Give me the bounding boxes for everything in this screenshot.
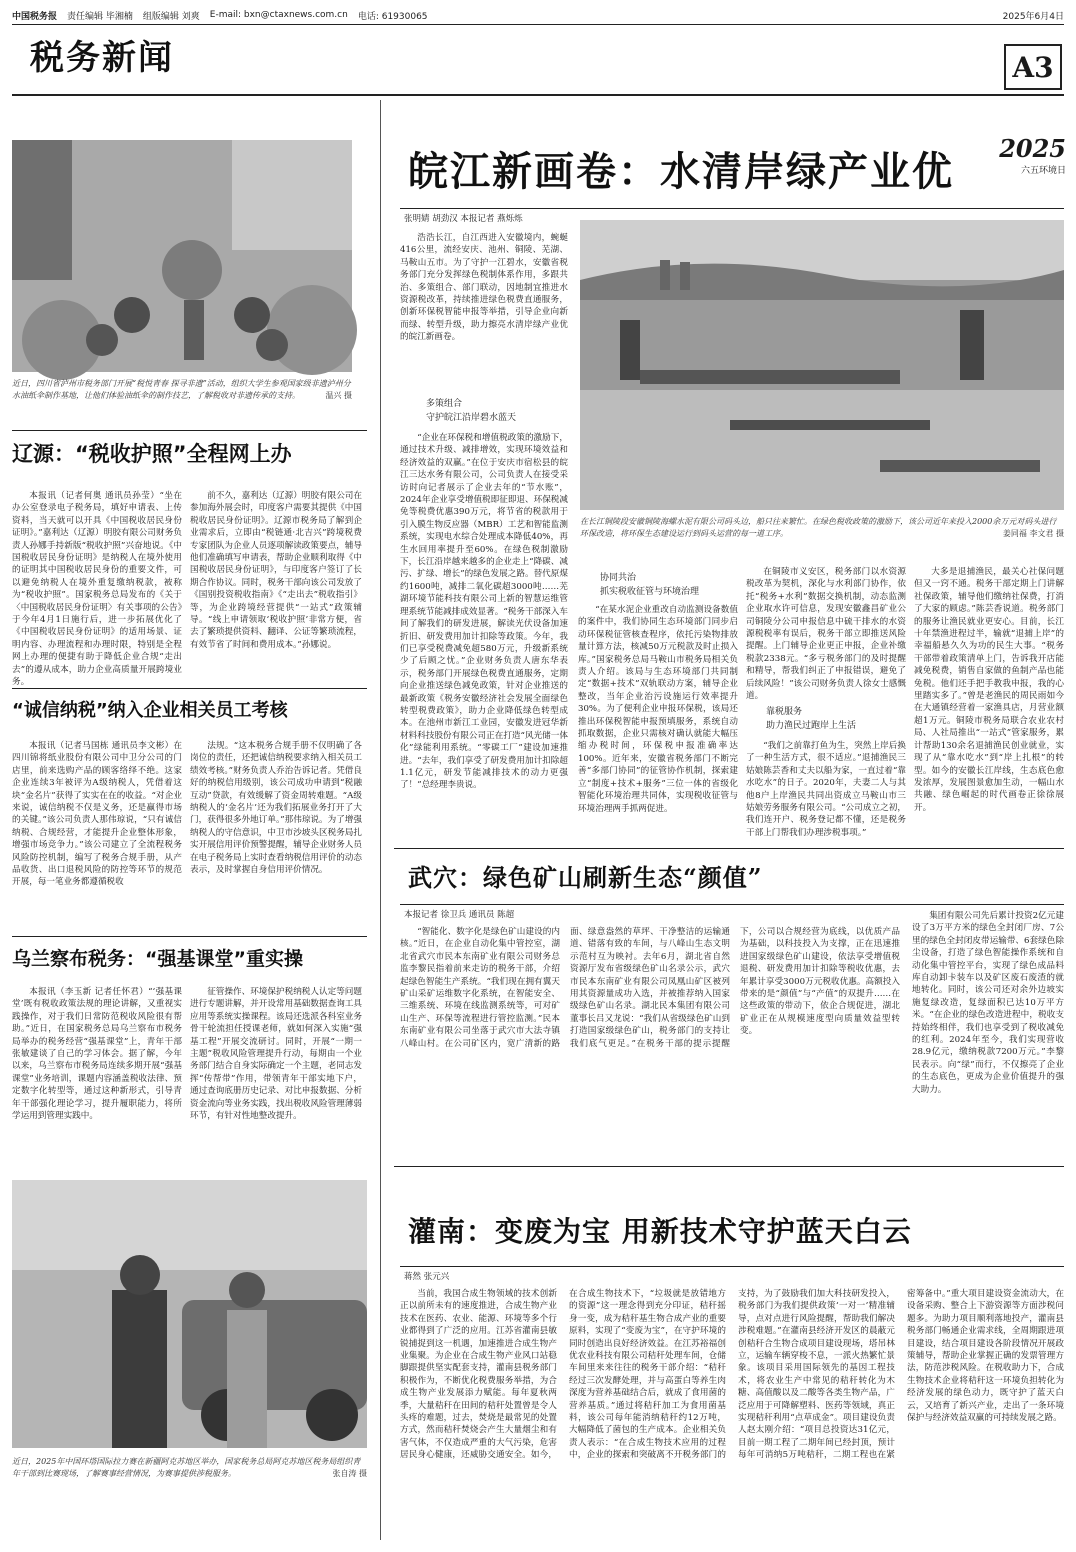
article-guannan-text: 当前，我国合成生物领域的技术创新正以前所未有的速度推进，合成生物产业技术在医药、农业、能源、环境等多个行业都得到了广泛的应用。江苏省灌南县敏锐捕捉到这一机遇，加速推进合成生物产业集聚。为企业在合成生物产业风口站稳脚跟提供坚实配套支持，灌南县税务部门积极作为，不断优化税费服务举措，为合成生物产业发展添力赋能。每年夏秋两季，大量秸秆在田间的秸秆处置曾是令人头疼的难题，过去，焚烧是最常见的处置方式，然而秸秆焚烧会产生大量烟尘和有害气体，不仅造成严重的大气污染，危害居民身心健康，还威胁交通安全。如今，在合成生物技术下，“垃圾就是放错地方的资源”这一理念得到充分印证，秸秆摇身一变，成为秸秆基生物合成产业的重要原料，实现了“变废为宝”，在守护环境的同时创造出良好经济效益。在江苏裕福创优农业科技有限公司秸秆处理车间，仓储车间里来来往往的税务干部介绍：“秸秆经过三次发酵处理，并与高蛋白等养生肉深度为营养基础结合后，就成了食用菌的营养基质。”通过将秸秆加工为食用菌基料，该公司每年能消纳秸秆约12万吨，大幅降低了菌包的生产成本。企业相关负责人表示：“在合成生物技术应用的过程中，企业的探索和突破离不开税务部门的支持，为了鼓励我们加大科技研发投入，税务部门为我们提供政策‘一对一’精准辅导，点对点进行风险提醒，帮助我们解决涉税难题。”在灌南县经济开发区的晨蔽元创秸秆合生物合成项目建设现场，塔吊林立，运输车辆穿梭不息，一派火热繁忙景象。该项目采用国际领先的基因工程技术，将农业生产中常见的秸秆转化为木糖、高值酸以及二酸等各类生物产品，广泛应用于可降解塑料、医药等领域，真正实现秸秆利用“点草成金”。项目建设负责人赵太刚介绍：“项目总投资达31亿元，目前一期工程了二期年间已经封顶，预计每年可消纳5万吨秸秆，二期工程也在紧密筹备中。”重大项目建设资金流动大，在设备采购、整合上下游资源等方面涉税问题多。为助力项目顺利落地投产，灌南县税务部门畅通企业需求线，全周期跟进项目建设，结合项目建设各阶段情况开展政策辅导，帮助企业掌握正确的发票管理方法，防范涉税风险。在税收助力下，合成生物技术企业将秸秆这一环境负担转化为经济发展的绿色动力，既守护了蓝天白云，又培育了新兴产业，走出了一条环境保护与经济效益双赢的可持续发展之路。 bbox=[400, 1289, 1064, 1461]
feature-text-2: “在某水泥企业重改自动监测设备数值的案件中，我们协同生态环境部门同步启动环保税征管核查程序，依托污染物排放量计算方法，核减50万元税款及时止损入库。”国家税务总局马鞍山市税务局相关负责人介绍。该局与生态环境部门共同制定“数据+技术”双轨联动方案，辅导企业整改，当年企业治污设施运行效率提升30%。为了便利企业申报环保税，该局还推出环保税智能申报预填服务，系统自动抓取数据，企业只需核对确认就能大幅压缩办税时间，环保税申报准确率达100%。近年来，安徽省税务部门不断完善“多部门协同”的征管协作机制，探索建立“制度+技术+服务”三位一体的省级化智能化环境治理共同体，实现税收征管与环境治理两手抓两促进。 bbox=[578, 605, 738, 814]
phone: 电话: 61930065 bbox=[357, 11, 428, 22]
subhead-3b: 助力渔民过跑岸上生活 bbox=[766, 721, 857, 731]
article-chengxin-col1: 本报讯（记者马国栋 通讯员李文彬）在四川锦将纸业股份有限公司中卫分公司的门店里，前来选购产品的顾客络绎不绝。这家企业连续3年被评为A级纳税人，凭借着这块“金名片”获得了实实在在的收益。“对企业来说，诚信纳税不仅是义务，还是赢得市场的关键。”该公司负责人那伟琼说，“只有诚信纳税、合规经营，才能提升企业整体形象，增强市场竞争力。”该公司建立了全流程税务风险防控机制，编写了税务合规手册，从产品收货、出口退税风险的防控等环节的规范开展，每一笔业务都遵循税收 bbox=[12, 741, 182, 888]
feature-text-3: 在铜陵市义安区，税务部门以水资源税改革为契机，深化与水利部门协作，依托“税务+水利”数据交换机制，动态监测企业取水许可信息，发现安徽鑫昌矿业公司铜陵分公司申报信息中硫干排水的水资源税税率有误后，税务干部立即推送风险提醒。上门辅导企业更正申报，企业补缴税款2338元。“多亏税务部门的及时提醒和精导，帮我们纠正了申报错误，避免了后续风险！”该公司财务负责人徐女士感慨道。 bbox=[746, 567, 906, 702]
article-liaoyuan-col1: 本报讯（记者何奥 通讯员孙莹）“坐在办公室登录电子税务局，填好申请表、上传资料，当天就可以开具《中国税收居民身份证明》。”嘉利达（辽源）明胶有限公司财务负责人孙娜手持新版“税收护照”兴奋地说。《中国税收居民身份证明》是纳税人在境外使用的证明其中国税收居民身份的重要文件，可以避免纳税人在境外重复缴纳税款，被称为“税收护照”。国家税务总局发布的《关于〈中国税收居民身份证明〉有关事项的公告》于今年4月1日施行后，进一步拓展优化了《中国税收居民身份证明》的适用场景、证明内容、办理流程和办理时限，特别是全程网上办理的便捷有助于降低企业合规“走出去”的遵从成本，助力企业高质量开展跨境业务。 bbox=[12, 491, 182, 688]
masthead-rule bbox=[12, 24, 1064, 25]
subhead-1a: 多策组合 bbox=[426, 399, 463, 409]
article-wuxue-col4: 集团有限公司先后累计投资2亿元建设了3万平方米的绿色全封闭厂房、7公里的绿色全封闭皮带运输带、6套绿色除尘设备，打造了绿色智能操作系统和自动化集中管控平台，实现了绿色成品料库自动卸卡装车以及矿区废石废渣的就地转化。同时，该公司还对余外边坡实施复绿改造，复绿面积已达10万平方米。“在企业的绿色改造进程中，税收支持始终相伴，我们也享受到了税收减免的红利。2024年至今，我们实现营收28.9亿元，缴纳税款7200万元。”李黎民表示。向“绿”而行，不仅擦亮了企业的生态底色，更成为企业价值提升的强大助力。 bbox=[912, 911, 1064, 1095]
headline-liaoyuan: 辽源：“税收护照”全程网上办 bbox=[12, 442, 292, 466]
guannan-byline: 蒋然 张元兴 bbox=[404, 1272, 450, 1282]
photo-wharf bbox=[580, 220, 1064, 510]
photo-rally bbox=[12, 1180, 367, 1448]
paper-name: 中国税务报 bbox=[12, 11, 58, 22]
headline-wuxue: 武穴：绿色矿山刷新生态“颜值” bbox=[408, 863, 763, 892]
page-number: A3 bbox=[1004, 44, 1062, 90]
photo-credit: 姜同福 李文君 摄 bbox=[1002, 529, 1064, 538]
headline-guannan: 灌南：变废为宝 用新技术守护蓝天白云 bbox=[408, 1215, 912, 1248]
divider bbox=[400, 904, 1064, 905]
logo-year: 2025 bbox=[999, 134, 1066, 163]
caption-block bbox=[580, 516, 1064, 552]
headline-wulanchabu: 乌兰察布税务：“强基课堂”重实操 bbox=[12, 948, 303, 970]
layout-editor: 组版编辑 刘爽 bbox=[142, 11, 200, 22]
photo-oil-paper-umbrella bbox=[12, 140, 352, 372]
masthead-bar bbox=[12, 8, 1064, 22]
divider bbox=[400, 1266, 1064, 1267]
photo-credit: 温兴 摄 bbox=[325, 391, 352, 400]
subhead-3a: 靠税服务 bbox=[766, 707, 803, 717]
subhead-1b: 守护皖江沿岸碧水蓝天 bbox=[426, 413, 517, 423]
feature-byline: 张明婧 胡劲汉 本报记者 燕烁烁 bbox=[404, 214, 523, 224]
article-liaoyuan-col2: 前不久，嘉利达（辽源）明胶有限公司在参加海外展会时，印度客户需要其提供《中国税收居民身份证明》。辽源市税务局了解到企业需求后，立即由“税链通·北吉兴”跨境税费专家团队为企业人员逐项解读政策要点，辅导他们准确填写申请表，帮助企业顺利取得《中国税收居民身份证明》，与印度客户签订了长期合作协议。同时，税务干部向该公司发放了《国别投资税收指南》《“走出去”税收指引》等，为企业跨境经营提供“一站式”政策辅导。“线上申请领取‘税收护照’非常方便，省去了繁琐提供资料、翻译、公证等繁琐流程，有效节省了时间和费用成本。”孙娜说。 bbox=[190, 491, 362, 650]
feature-intro: 浩浩长江，自江西进入安徽境内，蜿蜒416公里，流经安庆、池州、铜陵、芜湖、马鞍山五市。为了守护一江碧水，安徽省税务部门充分发挥绿色税制体系作用，多跟共治、多策组合、部门联动，因地制宜推进水资源税改革，持续推进绿色税费直通服务，创新环保税智能申报等举措，引导企业向新而绿、转型升级，助力擦亮水清岸绿产业优的皖江新画卷。 bbox=[400, 233, 568, 343]
article-wulanchabu-col1: 本报讯（李玉新 记者任怀君）“‘强基课堂’既有税收政策法规的理论讲解，又重视实践操作，对于我们日常防范税收风险很有帮助。”近日，在国家税务总局乌兰察布市税务局举办的税务经营“强基课堂”上，青年干部张敏建谈了自己的学习体会。据了解，今年以来，乌兰察布市税务局连续多期开展“强基课堂”业务培训，课题内容涵盖税收法律、预定数字化转型等，通过这种新形式，引导青年干部强化理论学习，提升履职能力，将所学运用到管理实践中。 bbox=[12, 987, 182, 1122]
subhead-2a: 协同共治 bbox=[600, 573, 637, 583]
article-chengxin-col2: 法规。“这本税务合规手册不仅明确了各岗位的责任，还把诚信纳税要求纳入相关员工绩效考核。”财务负责人乔治告诉记者。凭借良好的纳税信用级别，该公司成功申请到“税融互动”贷款，有效缓解了资金周转难题。“A级纳税人的‘金名片’还为我们拓展业务打开了大门，获得很多外地订单。”那伟琼说。为了增强纳税人的守信意识，中卫市沙坡头区税务局扎实开展信用评价预警提醒，辅导企业财务人员在电子税务局上实时查看纳税信用评价的动态表示，及时掌握自身信用评价情况。 bbox=[190, 741, 362, 876]
section-title: 税务新闻 bbox=[30, 38, 174, 78]
divider bbox=[400, 208, 1064, 209]
divider bbox=[394, 1166, 1064, 1167]
photo-illustration bbox=[12, 140, 352, 372]
photo-caption: 近日，四川省泸州市税务部门开展“税悦青春 探寻非遗”活动，组织大学生参观国家级非遗泸州分水油纸伞制作基地，让他们体验油纸伞的制作技艺，了解税收对非遗传承的支持。 bbox=[12, 379, 351, 400]
divider bbox=[12, 936, 367, 937]
article-wulanchabu-col2: 征管操作、环境保护税纳税人认定等问题进行专题讲解，并开设常用基础数据查询工具应用等系统实操课程。该局还选派各科室业务骨干轮流担任授课老师，就如何深入实施“强基工程”开展交流研讨。同时，开展“一期一主题”税收风险管理提升行动，每期由一个业务部门结合自身实际确定一个主题，老同志发挥“传帮带”作用，带领青年干部实地下户，通过查询底册历史记录、对比申报数据、分析资金流向等业务实践，找出税收风险管理薄弱环节，有针对性地整改提升。 bbox=[190, 987, 362, 1122]
feature-text-4: “我们之前靠打鱼为生，突然上岸后换了一种生活方式，很不适应。”退捕渔民三姑娘陈芸香和丈夫以船为家，一直过着“靠水吃水”的日子。2020年，夫妻二人与其他8户上岸渔民共同出资成立马鞍山市三姑娘劳务服务有限公司。“公司成立之初，我们连开户、税务登记都不懂，还是税务干部上门帮我们办理涉税事项。” bbox=[746, 741, 906, 838]
environment-day-logo bbox=[990, 134, 1066, 176]
photo-caption: 近日，2025年中国环塔国际拉力赛在新疆阿克苏地区举办，国家税务总局阿克苏地区税务局组织青年干部到比赛现场，了解赛事经营情况，为赛事提供涉税服务。 bbox=[12, 1457, 361, 1478]
photo-illustration bbox=[580, 220, 1064, 510]
caption-block bbox=[12, 1456, 367, 1506]
editor: 责任编辑 毕湘楠 bbox=[67, 11, 133, 22]
divider bbox=[12, 430, 367, 431]
divider bbox=[12, 688, 367, 689]
column-separator bbox=[380, 100, 381, 1540]
divider bbox=[394, 848, 1064, 849]
feature-text-1: “企业在环保税和增值税政策的激励下，通过技术升级、减排增效，实现环境效益和经济效益的双赢。”在位于安庆市宿松县的皖江三达水务有限公司，公司负责人在接受采访时向记者展示了企业去年的“节水账”，2024年企业享受增值税即征即退、环保税减免等税费优惠390万元，将节省的税款用于引入膜生物反应器（MBR）工艺和智能监测系统，实现电水综合处理成本降低40%，再生水回用率提升至60%。在绿色税制激励下，长江沿岸越来越多的企业走上“降碳、减污、扩绿、增长”的绿色发展之路。替代原煤约1600吨，减排二氧化碳超3000吨……芜湖环境节能科技有限公司上新的智慧运维管理系统节能减排成效显著。“税务干部深入车间了解我们的研发进展，解读光伏设备加速折旧、研发费用加计扣除等政策。今年，我们已享受税费减免超580万元，升级新系统少了后顾之忧。”企业财务负责人唐东华表示，税务部门开展绿色税费直通服务，定期向企业推送绿色减免政策，针对企业推送的最新政策《税务安徽经济社会发展全面绿色转型税费政策》，助力企业降低绿色转型成本。在池州市新江工业园，安徽发进冠华新材料科技股份有限公司正在打造“风光储一体化”绿能利用系统。“零碳工厂”建设加速推进。“去年，我们享受了研发费用加计扣除超1.1亿元，研发节能减排技术的动力更强了！”总经理李贵说。 bbox=[400, 433, 568, 791]
email: E-mail: bxn@ctaxnews.com.cn bbox=[209, 10, 348, 20]
photo-credit: 张自涛 摄 bbox=[332, 1469, 367, 1478]
issue-date: 2025年6月4日 bbox=[1002, 11, 1064, 22]
subhead-2b: 抓实税收征管与环境治理 bbox=[600, 587, 700, 597]
section-rule bbox=[12, 94, 1064, 96]
article-wuxue-text: “智能化、数字化是绿色矿山建设的内核。”近日，在企业自动化集中管控室，湖北省武穴市民本东南矿业有限公司财务总监李黎民指着前来走访的税务干部，介绍起绿色智能生产系统。“我们现在拥有翼天矿山采矿运维数字化系统，在智能安全、三维系统、环境在线监测系统等，可对矿山生产、环保等流程进行管控监测。”民本东南矿业有限公司坐落于武穴市大法寺镇八峰山村。在公司矿区内，宽广清新的路面、绿意盎然的草坪、干净整洁的运输通道、错落有致的车间，与八峰山生态文明示范村互为映衬。去年6月，湖北省自然资源厅发布省级绿色矿山名录公示，武穴市民本东南矿业有限公司凤凰山矿区被列用其资源量成功入选，并被推荐纳入国家级绿色矿山名录。湖北民本集团有限公司董事长吕又龙说：“我们从省级绿色矿山到打造国家级绿色矿山，税务部门的支持让我们底气更足。”在税务干部的提示提醒下，公司以合规经营为底线，以优质产品为基础，以科技投入为支撑，正在迅速推进国家级绿色矿山建设，依法享受增值税退税、研发费用加计扣除等税收优惠，去年累计享受3000万元税收优惠。高额投入带来的是“颜值”与“产值”的双提升……在这些政策的带动下，依企合规促进，湖北矿业正在从规模速度型向质量效益型转变。 bbox=[400, 927, 900, 1049]
photo-illustration bbox=[12, 1180, 367, 1448]
wuxue-byline: 本报记者 徐卫兵 通讯员 陈超 bbox=[404, 910, 515, 920]
photo-caption: 在长江铜陵段安徽铜陵海螺水泥有限公司码头边，船只往来繁忙。在绿色税收政策的激励下，该公司近年来投入2000余万元对码头进行环保改造，将环保生态建设运行到码头运营的每一道工序。 bbox=[580, 517, 1057, 538]
headline-chengxin: “诚信纳税”纳入企业相关员工考核 bbox=[12, 700, 288, 721]
feature-text-5: 大多是退捕渔民，最关心社保问题但又一窍不通。税务干部定期上门讲解社保政策，辅导他们缴纳社保费，打消了大家的顾虑。”陈芸香说道。税务部门的服务让渔民就业更安心。目前，长江十年禁渔进程过半，输就“退捕上岸”的幸福船悬久久为功的民生大事。“税务干部带着政策清单上门，告诉我开店能减免税费，销售自家做的鱼制产品也能免税。他们还手把手教我申报，我的心里踏实多了。”曾是老渔民的周民雨如今在大通镇经营着一家渔具店，月营业额超1万元。铜陵市税务局联合农业农村局、人社局推出“一站式”管家服务，累计帮助130余名退捕渔民创业就业，实现了从“靠水吃水”到“岸上扎根”的转型。如今的安徽长江岸线，生态底色愈发浓厚，发展图景愈加生动，一幅山水共融、绿色崛起的时代画卷正徐徐展开。 bbox=[914, 567, 1064, 813]
caption-block bbox=[12, 378, 352, 428]
headline-feature: 皖江新画卷：水清岸绿产业优 bbox=[408, 148, 954, 195]
logo-text: 六五环境日 bbox=[1020, 166, 1066, 176]
